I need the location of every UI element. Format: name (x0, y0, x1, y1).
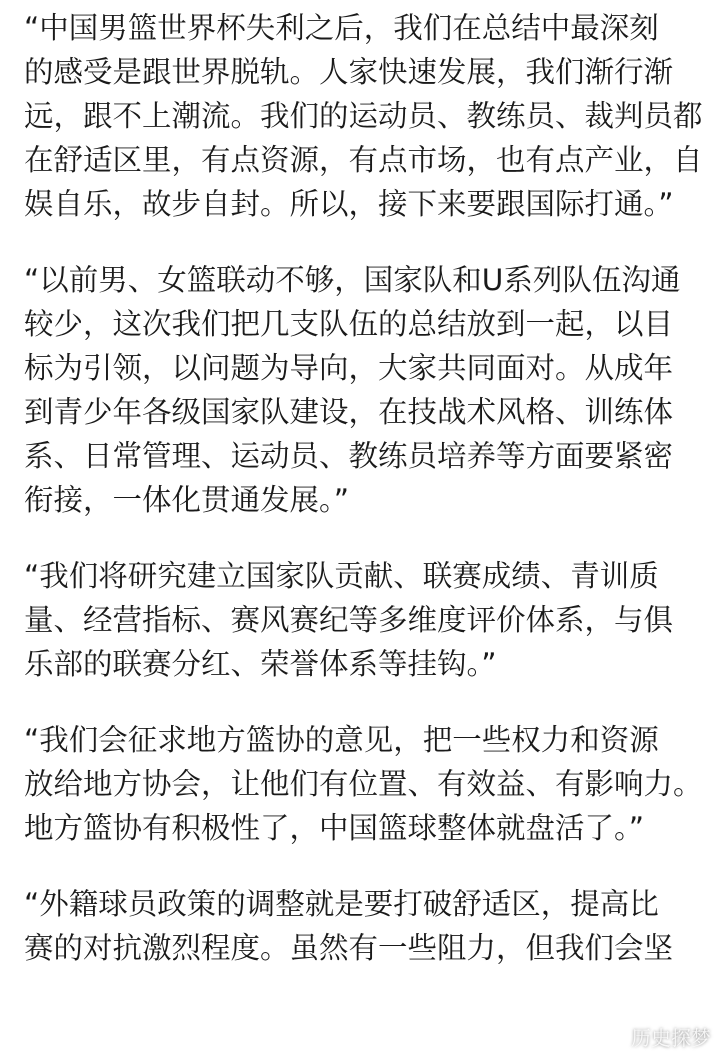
paragraph-4 (24, 718, 704, 850)
text-line: 衔接，一体化贯通发展。” (24, 483, 350, 517)
text-line: 到青少年各级国家队建设，在技战术风格、训练体 (24, 395, 674, 429)
text-line: 标为引领，以问题为导向，大家共同面对。从成年 (24, 351, 674, 385)
text-line: 赛的对抗激烈程度。虽然有一些阻力，但我们会坚 (24, 931, 674, 965)
paragraph-1 (24, 6, 704, 226)
paragraph-2 (24, 258, 704, 522)
paragraph-5 (24, 882, 704, 970)
text-line: 乐部的联赛分红、荣誉体系等挂钩。” (24, 647, 497, 681)
text-line: 量、经营指标、赛风赛纪等多维度评价体系，与俱 (24, 603, 674, 637)
text-line: “中国男篮世界杯失利之后，我们在总结中最深刻 (24, 11, 659, 45)
text-line: “外籍球员政策的调整就是要打破舒适区，提高比 (24, 887, 659, 921)
watermark: 历史探梦 (631, 1026, 711, 1050)
text-line: 在舒适区里，有点资源，有点市场，也有点产业，自 (24, 143, 703, 177)
text-line: “以前男、女篮联动不够，国家队和U系列队伍沟通 (24, 263, 681, 297)
text-line: 地方篮协有积极性了，中国篮球整体就盘活了。” (24, 811, 645, 845)
text-line: 较少，这次我们把几支队伍的总结放到一起，以目 (24, 307, 674, 341)
text-line: 放给地方协会，让他们有位置、有效益、有影响力。 (24, 767, 703, 801)
text-line: “我们将研究建立国家队贡献、联赛成绩、青训质 (24, 559, 659, 593)
text-line: 系、日常管理、运动员、教练员培养等方面要紧密 (24, 439, 674, 473)
text-line: 娱自乐，故步自封。所以，接下来要跟国际打通。” (24, 187, 674, 221)
text-line: “我们会征求地方篮协的意见，把一些权力和资源 (24, 723, 659, 757)
text-line: 的感受是跟世界脱轨。人家快速发展，我们渐行渐 (24, 55, 674, 89)
article-body (24, 6, 704, 1002)
text-line: 远，跟不上潮流。我们的运动员、教练员、裁判员都 (24, 99, 703, 133)
paragraph-3 (24, 554, 704, 686)
